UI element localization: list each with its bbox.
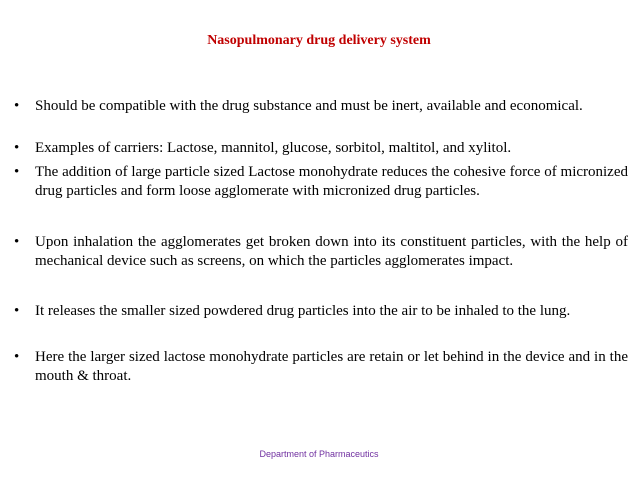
bullet-item — [14, 163, 628, 201]
bullet-text: Here the larger sized lactose monohydrate particles are retain or let behind in the device and in the mouth & throat. — [35, 349, 628, 384]
bullet-marker: • — [14, 234, 20, 250]
bullet-item — [14, 348, 628, 386]
bullet-marker: • — [14, 349, 20, 365]
bullet-marker: • — [14, 98, 20, 114]
bullet-item — [14, 139, 628, 158]
bullet-item — [14, 97, 628, 116]
bullet-text: It releases the smaller sized powdered drug particles into the air to be inhaled to the lung. — [35, 303, 571, 319]
bullet-item — [14, 302, 628, 321]
bullet-text: Should be compatible with the drug substance and must be inert, available and economical. — [35, 98, 583, 114]
bullet-text: Upon inhalation the agglomerates get broken down into its constituent particles, with the help of mechanical device such as screens, on which the particles agglomerates impact. — [35, 234, 628, 269]
bullet-marker: • — [14, 140, 20, 156]
bullet-item — [14, 233, 628, 271]
bullet-text: Examples of carriers: Lactose, mannitol, glucose, sorbitol, maltitol, and xylitol. — [35, 140, 512, 156]
bullet-marker: • — [14, 303, 20, 319]
slide-title: Nasopulmonary drug delivery system — [207, 33, 431, 48]
bullet-text: The addition of large particle sized Lactose monohydrate reduces the cohesive force of micronized drug particles and form loose agglomerate with micronized drug particles. — [35, 164, 628, 199]
footer-department: Department of Pharmaceutics — [259, 449, 379, 459]
bullet-marker: • — [14, 164, 20, 180]
